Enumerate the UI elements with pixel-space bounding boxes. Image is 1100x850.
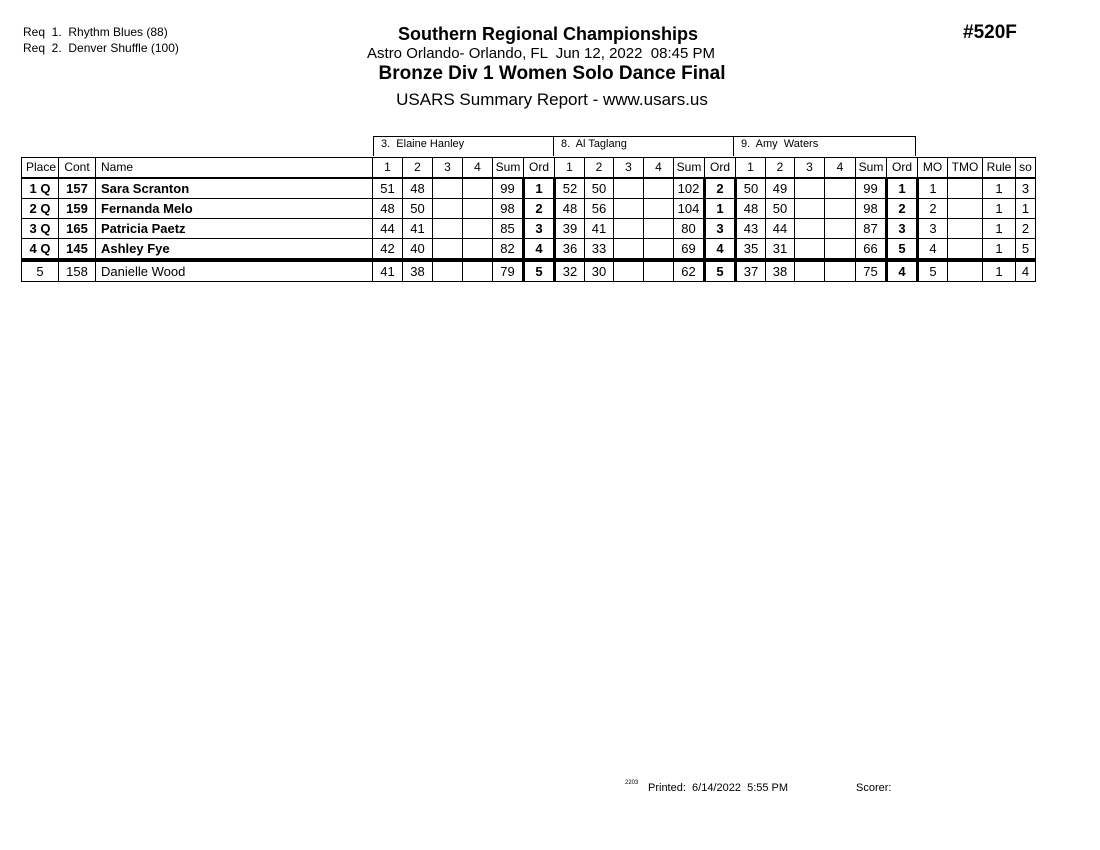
sum-cell: 69 <box>674 239 705 261</box>
score-header: 4 <box>825 158 856 179</box>
score-cell <box>795 199 825 219</box>
sum-cell: 75 <box>856 260 887 282</box>
score-cell: 33 <box>585 239 614 261</box>
cont-cell: 157 <box>59 178 96 199</box>
printed-timestamp: Printed: 6/14/2022 5:55 PM <box>648 782 789 794</box>
ord-cell: 1 <box>887 178 918 199</box>
so-cell: 5 <box>1016 239 1036 261</box>
cont-header: Cont <box>59 158 96 179</box>
place-cell: 4 Q <box>22 239 59 261</box>
score-cell: 37 <box>736 260 766 282</box>
score-cell: 42 <box>373 239 403 261</box>
ord-header: Ord <box>524 158 555 179</box>
ord-cell: 5 <box>524 260 555 282</box>
judge-header-1: 3. Elaine Hanley <box>373 136 554 156</box>
score-cell: 38 <box>766 260 795 282</box>
score-cell: 32 <box>555 260 585 282</box>
score-cell: 51 <box>373 178 403 199</box>
skater-name-cell: Ashley Fye <box>96 239 373 261</box>
score-cell: 40 <box>403 239 433 261</box>
rule-header: Rule <box>983 158 1016 179</box>
score-cell: 48 <box>373 199 403 219</box>
mo-cell: 2 <box>918 199 948 219</box>
score-cell <box>644 239 674 261</box>
score-cell <box>644 219 674 239</box>
sum-cell: 79 <box>493 260 524 282</box>
so-cell: 4 <box>1016 260 1036 282</box>
score-cell: 52 <box>555 178 585 199</box>
scorer-label: Scorer: <box>856 782 892 794</box>
mo-cell: 1 <box>918 178 948 199</box>
cont-cell: 158 <box>59 260 96 282</box>
score-cell: 48 <box>555 199 585 219</box>
tmo-cell <box>948 260 983 282</box>
rule-cell: 1 <box>983 260 1016 282</box>
ord-cell: 3 <box>524 219 555 239</box>
so-cell: 3 <box>1016 178 1036 199</box>
score-cell <box>614 239 644 261</box>
ord-header: Ord <box>887 158 918 179</box>
score-cell <box>795 239 825 261</box>
score-cell <box>433 260 463 282</box>
score-header: 4 <box>644 158 674 179</box>
table-row <box>22 178 1036 199</box>
mo-header: MO <box>918 158 948 179</box>
score-cell <box>433 199 463 219</box>
judge-header-2: 8. Al Taglang <box>553 136 734 156</box>
sum-cell: 104 <box>674 199 705 219</box>
mo-cell: 3 <box>918 219 948 239</box>
place-cell: 5 <box>22 260 59 282</box>
score-cell: 31 <box>766 239 795 261</box>
score-header: 1 <box>736 158 766 179</box>
score-cell <box>644 199 674 219</box>
rule-cell: 1 <box>983 199 1016 219</box>
skater-name-cell: Sara Scranton <box>96 178 373 199</box>
sum-cell: 80 <box>674 219 705 239</box>
skater-name-cell: Danielle Wood <box>96 260 373 282</box>
rule-cell: 1 <box>983 178 1016 199</box>
score-cell: 56 <box>585 199 614 219</box>
score-cell <box>433 239 463 261</box>
score-header: 4 <box>463 158 493 179</box>
score-cell: 44 <box>766 219 795 239</box>
tmo-cell <box>948 219 983 239</box>
ord-cell: 1 <box>705 199 736 219</box>
cont-cell: 145 <box>59 239 96 261</box>
score-cell <box>463 219 493 239</box>
sum-cell: 99 <box>493 178 524 199</box>
place-cell: 1 Q <box>22 178 59 199</box>
score-cell <box>463 178 493 199</box>
score-cell: 50 <box>736 178 766 199</box>
table-row <box>22 219 1036 239</box>
music-request-2: Req 2. Denver Shuffle (100) <box>23 41 179 55</box>
score-cell <box>614 219 644 239</box>
place-cell: 2 Q <box>22 199 59 219</box>
cont-cell: 165 <box>59 219 96 239</box>
score-cell: 48 <box>403 178 433 199</box>
score-cell <box>644 260 674 282</box>
score-cell <box>825 239 856 261</box>
ord-cell: 2 <box>887 199 918 219</box>
venue-date: Astro Orlando- Orlando, FL Jun 12, 2022 08:45 PM <box>367 45 715 62</box>
score-cell <box>433 219 463 239</box>
so-cell: 1 <box>1016 199 1036 219</box>
event-title: Bronze Div 1 Women Solo Dance Final <box>378 63 726 84</box>
score-cell: 39 <box>555 219 585 239</box>
place-header: Place <box>22 158 59 179</box>
score-header: 1 <box>373 158 403 179</box>
ord-cell: 4 <box>705 239 736 261</box>
score-cell: 41 <box>373 260 403 282</box>
skater-name-cell: Fernanda Melo <box>96 199 373 219</box>
sum-header: Sum <box>856 158 887 179</box>
tmo-cell <box>948 199 983 219</box>
so-header: so <box>1016 158 1036 179</box>
competition-title: Southern Regional Championships <box>397 24 698 44</box>
table-row <box>22 199 1036 219</box>
ord-cell: 4 <box>524 239 555 261</box>
music-request-1: Req 1. Rhythm Blues (88) <box>23 25 168 39</box>
name-header: Name <box>96 158 373 179</box>
ord-cell: 1 <box>524 178 555 199</box>
score-cell: 35 <box>736 239 766 261</box>
ord-cell: 2 <box>705 178 736 199</box>
score-cell <box>614 178 644 199</box>
results-table <box>21 157 1036 282</box>
score-cell: 49 <box>766 178 795 199</box>
score-cell: 50 <box>403 199 433 219</box>
score-cell <box>614 260 644 282</box>
score-header: 3 <box>433 158 463 179</box>
score-cell <box>825 178 856 199</box>
score-cell <box>825 219 856 239</box>
cont-cell: 159 <box>59 199 96 219</box>
sum-cell: 102 <box>674 178 705 199</box>
sum-header: Sum <box>674 158 705 179</box>
score-cell: 44 <box>373 219 403 239</box>
mo-cell: 5 <box>918 260 948 282</box>
score-header: 3 <box>614 158 644 179</box>
score-cell <box>825 260 856 282</box>
score-cell: 41 <box>585 219 614 239</box>
sum-cell: 62 <box>674 260 705 282</box>
so-cell: 2 <box>1016 219 1036 239</box>
score-cell <box>795 219 825 239</box>
score-cell: 41 <box>403 219 433 239</box>
score-cell <box>644 178 674 199</box>
score-cell: 36 <box>555 239 585 261</box>
sum-cell: 66 <box>856 239 887 261</box>
ord-header: Ord <box>705 158 736 179</box>
score-cell <box>463 239 493 261</box>
score-header: 2 <box>585 158 614 179</box>
score-cell <box>795 260 825 282</box>
score-cell <box>433 178 463 199</box>
tmo-cell <box>948 178 983 199</box>
skater-name-cell: Patricia Paetz <box>96 219 373 239</box>
judge-header-3: 9. Amy Waters <box>733 136 916 156</box>
score-cell: 38 <box>403 260 433 282</box>
report-code: 2203 <box>625 780 639 786</box>
ord-cell: 2 <box>524 199 555 219</box>
sum-cell: 99 <box>856 178 887 199</box>
score-header: 2 <box>403 158 433 179</box>
score-cell <box>614 199 644 219</box>
table-row <box>22 239 1036 261</box>
mo-cell: 4 <box>918 239 948 261</box>
place-cell: 3 Q <box>22 219 59 239</box>
score-cell: 48 <box>736 199 766 219</box>
score-cell <box>795 178 825 199</box>
sum-cell: 98 <box>493 199 524 219</box>
ord-cell: 3 <box>887 219 918 239</box>
sum-cell: 87 <box>856 219 887 239</box>
ord-cell: 4 <box>887 260 918 282</box>
tmo-header: TMO <box>948 158 983 179</box>
sum-cell: 98 <box>856 199 887 219</box>
score-header: 1 <box>555 158 585 179</box>
event-number: #520F <box>963 22 1017 43</box>
score-cell: 43 <box>736 219 766 239</box>
score-cell: 30 <box>585 260 614 282</box>
ord-cell: 5 <box>887 239 918 261</box>
score-cell: 50 <box>766 199 795 219</box>
ord-cell: 3 <box>705 219 736 239</box>
score-cell <box>463 260 493 282</box>
rule-cell: 1 <box>983 219 1016 239</box>
sum-header: Sum <box>493 158 524 179</box>
score-cell <box>463 199 493 219</box>
ord-cell: 5 <box>705 260 736 282</box>
tmo-cell <box>948 239 983 261</box>
rule-cell: 1 <box>983 239 1016 261</box>
score-cell: 50 <box>585 178 614 199</box>
report-title: USARS Summary Report - www.usars.us <box>396 90 708 109</box>
score-header: 2 <box>766 158 795 179</box>
column-header-row <box>22 158 1036 179</box>
score-cell <box>825 199 856 219</box>
score-header: 3 <box>795 158 825 179</box>
sum-cell: 82 <box>493 239 524 261</box>
sum-cell: 85 <box>493 219 524 239</box>
table-row <box>22 260 1036 282</box>
